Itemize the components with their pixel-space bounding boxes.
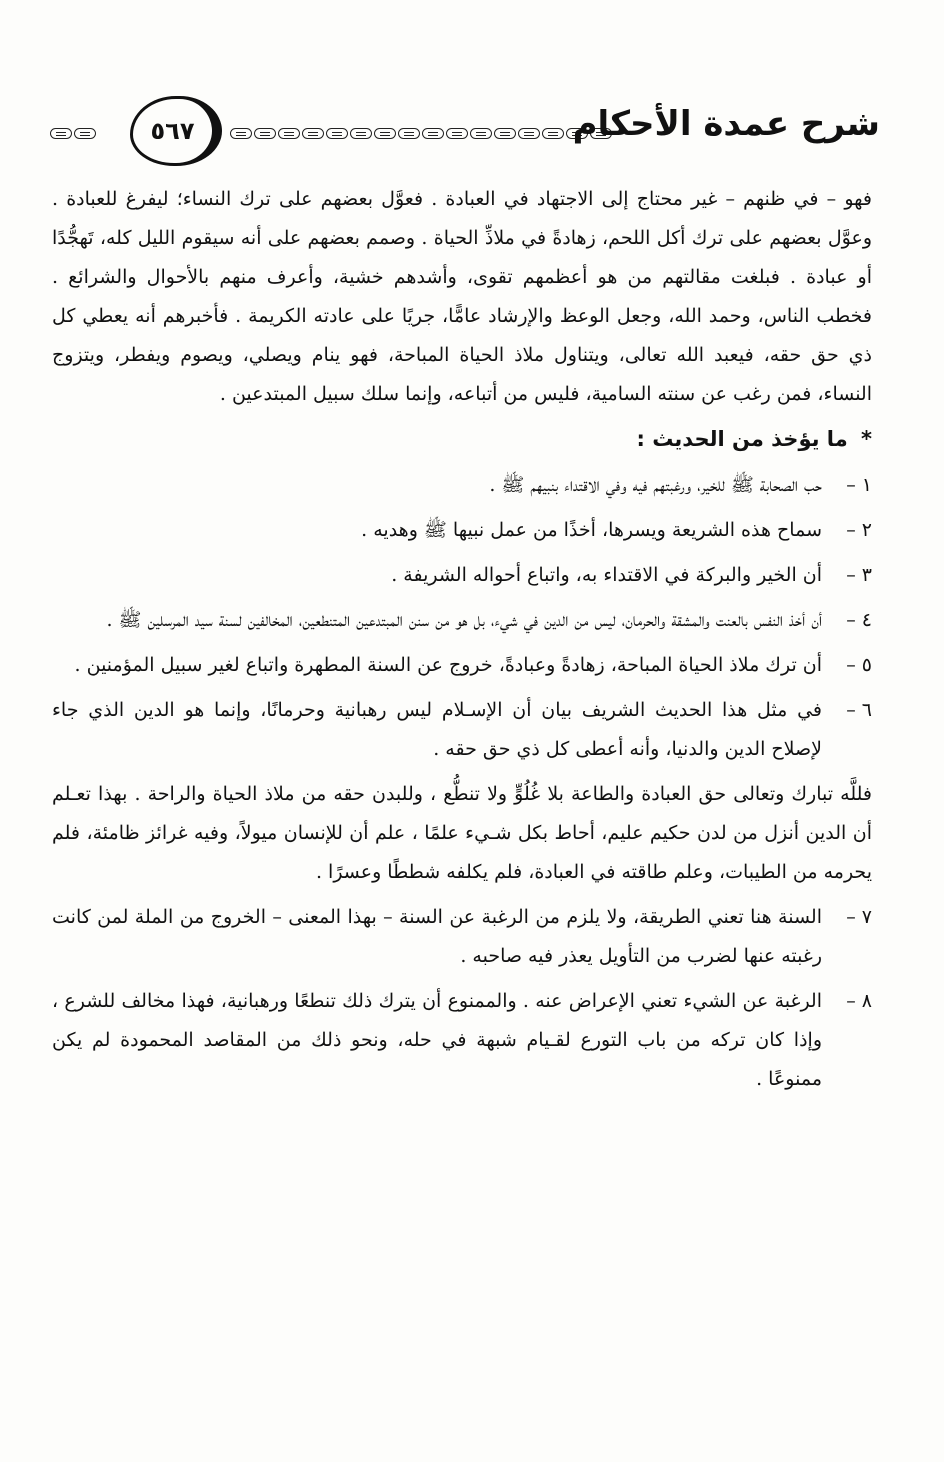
- list-item: [52, 511, 872, 550]
- section-heading: [52, 418, 872, 460]
- list-item: [52, 556, 872, 595]
- item-text: أن أخذ النفس بالعنت والمشقة والحرمان، ليس من الدين في شيء، بل هو من سنن المبتدعين المتنطعين، المخالفين لسنة سيد المرسلين ﷺ .: [106, 609, 822, 631]
- middle-paragraph: فللَّه تبارك وتعالى حق العبادة والطاعة بلا غُلُوٍّ ولا تنطُّع ، وللبدن حقه من ملاذ الحياة والراحة . بهذا تعـلم أن الدين أنزل من لدن حكيم عليم، أحاط بكل شـيء علمًا ، علم أن للإنسان ميولاً، وفيه غرائز ظامئة، فلم يحرمه من الطيبات، وعلم طاقته في العبادة، فلم يكلفه شططًا وعسرًا .: [52, 783, 872, 883]
- list-item: [52, 466, 872, 505]
- item-number: ٦ –: [846, 699, 872, 721]
- item-text: حب الصحابة ﷺ للخير، ورغبتهم فيه وفي الاقتداء بنبيهم ﷺ .: [489, 474, 822, 496]
- item-number: ٥ –: [846, 654, 872, 676]
- header-ornament-short: [50, 126, 96, 140]
- star-icon: *: [861, 427, 872, 451]
- page-number: ٥٦٧: [150, 117, 195, 145]
- page-header: [50, 86, 880, 178]
- item-number: ٢ –: [846, 519, 872, 541]
- item-text: سماح هذه الشريعة ويسرها، أخذًا من عمل نبيها ﷺ وهديه .: [361, 519, 822, 541]
- item-number: ٧ –: [846, 906, 872, 928]
- page-number-badge: [130, 96, 222, 166]
- item-text: السنة هنا تعني الطريقة، ولا يلزم من الرغبة عن السنة – بهذا المعنى – الخروج من الملة لمن كانت رغبته عنها لضرب من التأويل يعذر فيه صاحبه .: [52, 906, 822, 967]
- takeaways-list: [52, 466, 872, 769]
- list-item: [52, 601, 872, 640]
- list-item: [52, 982, 872, 1099]
- item-text: الرغبة عن الشيء تعني الإعراض عنه . والممنوع أن يترك ذلك تنطعًا ورهبانية، فهذا مخالف للشرع ، وإذا كان تركه من باب التورع لقـيام شبهة في حله، ونحو ذلك من المقاصد المحمودة لم يكن ممنوعًا .: [52, 990, 822, 1090]
- takeaways-list-continued: [52, 898, 872, 1099]
- section-heading-text: ما يؤخذ من الحديث :: [636, 427, 848, 451]
- list-item: [52, 646, 872, 685]
- page-content: [52, 180, 872, 1105]
- item-text: في مثل هذا الحديث الشريف بيان أن الإسـلام ليس رهبانية وحرمانًا، وإنما هو الدين الذي جاء لإصلاح الدين والدنيا، وأنه أعطى كل ذي حق حقه .: [52, 699, 822, 760]
- intro-paragraph: فهو – في ظنهم – غير محتاج إلى الاجتهاد في العبادة . فعوَّل بعضهم على ترك النساء؛ ليفرغ للعبادة . وعوَّل بعضهم على ترك أكل اللحم، زهادةً في ملاذِّ الحياة . وصمم بعضهم على أنه سيقوم الليل كله، تَهجُّدًا أو عبادة . فبلغت مقالتهم من هو أعظمهم تقوى، وأشدهم خشية، وأعرف منهم بالأحوال والشرائع . فخطب الناس، وحمد الله، وجعل الوعظ والإرشاد عامًّا، جريًا على عادته الكريمة . فأخبرهم أنه يعطي كل ذي حق حقه، فيعبد الله تعالى، ويتناول ملاذ الحياة المباحة، فهو ينام ويصلي، ويصوم ويفطر، ويتزوج النساء، فمن رغب عن سنته السامية، فليس من أتباعه، وإنما سلك سبيل المبتدعين .: [52, 188, 872, 405]
- item-number: ٨ –: [846, 990, 872, 1012]
- list-item: [52, 898, 872, 976]
- item-number: ١ –: [846, 474, 872, 496]
- list-item: [52, 691, 872, 769]
- item-text: أن ترك ملاذ الحياة المباحة، زهادةً وعبادةً، خروج عن السنة المطهرة واتباع لغير سبيل المؤمنين .: [74, 654, 822, 676]
- header-ornament-long: [230, 126, 612, 140]
- item-text: أن الخير والبركة في الاقتداء به، واتباع أحواله الشريفة .: [391, 564, 822, 586]
- item-number: ٤ –: [846, 609, 872, 631]
- book-title: شرح عمدة الأحكام: [572, 104, 880, 144]
- item-number: ٣ –: [846, 564, 872, 586]
